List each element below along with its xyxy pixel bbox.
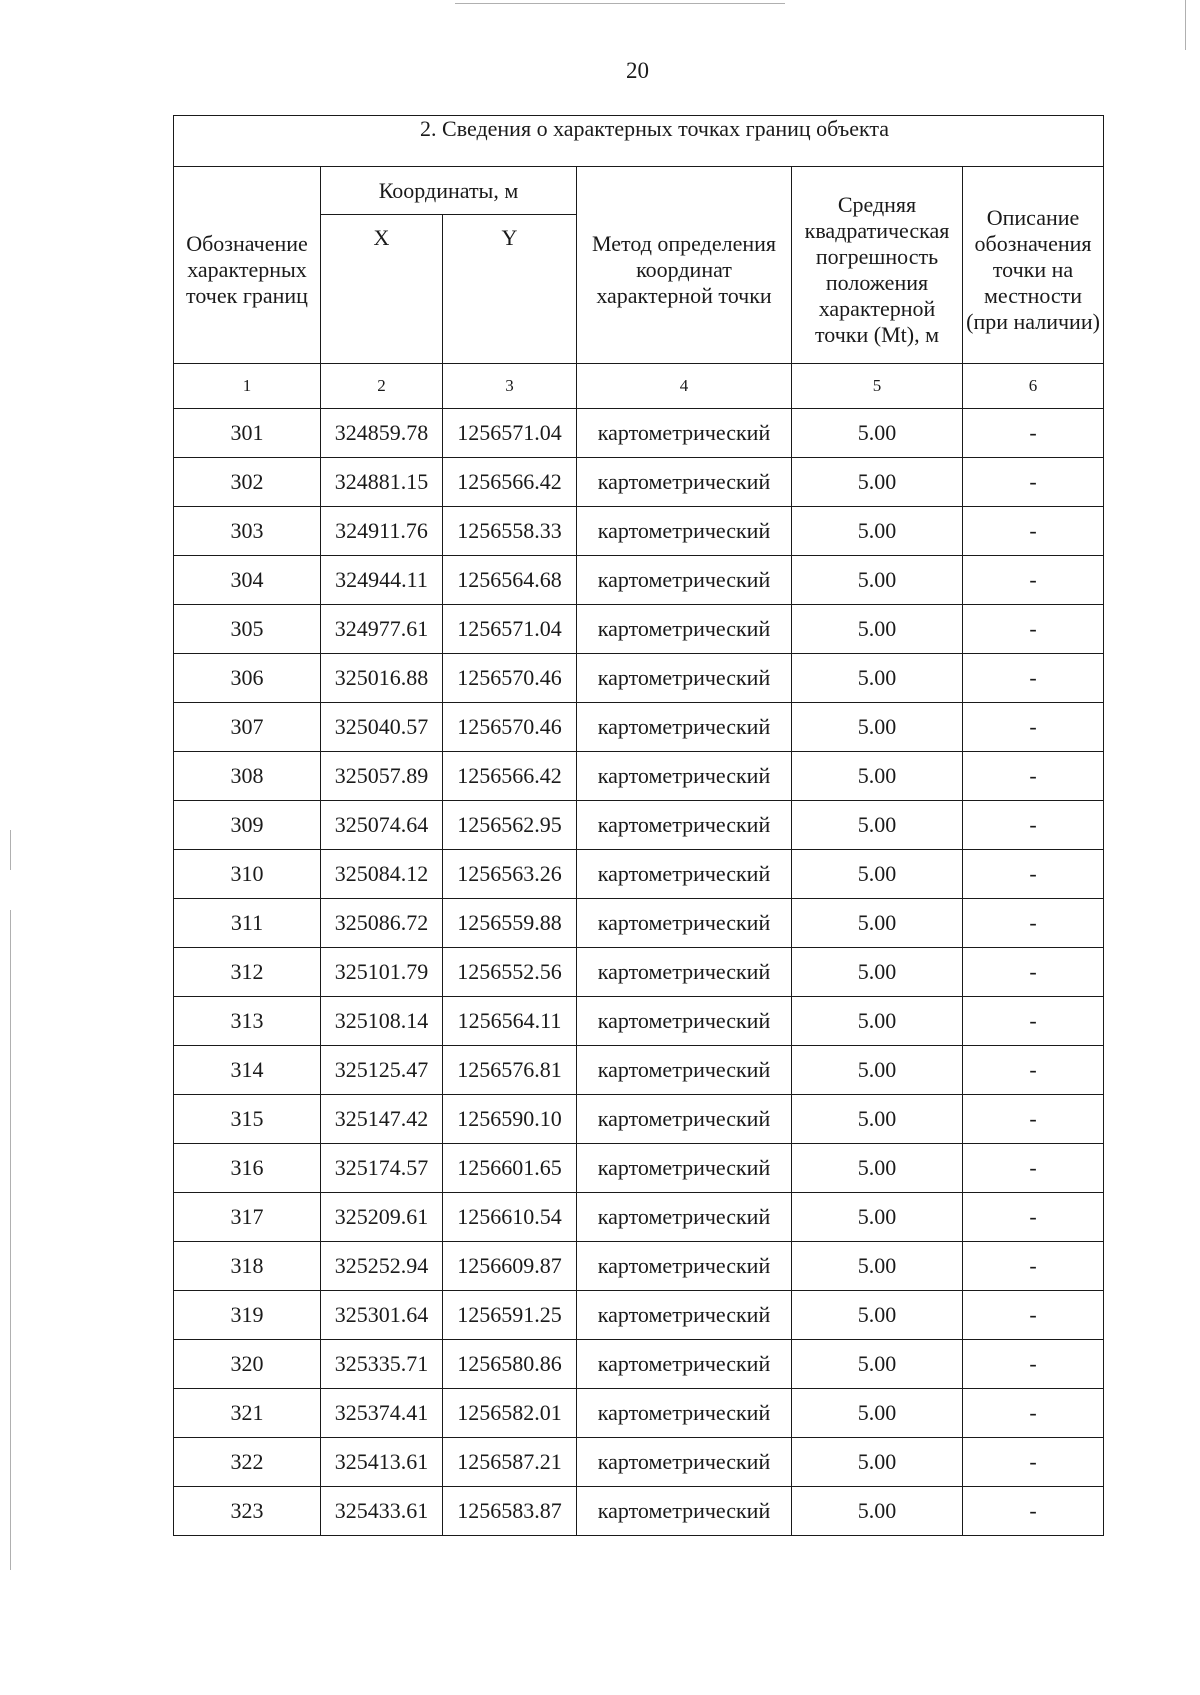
page-number: 20 (626, 58, 649, 83)
cell-point: 322 (174, 1438, 321, 1487)
cell-point: 305 (174, 605, 321, 654)
cell-method: картометрический (577, 1046, 792, 1095)
cell-x: 324911.76 (321, 507, 443, 556)
column-number: 5 (792, 364, 963, 409)
cell-x: 324859.78 (321, 409, 443, 458)
cell-y: 1256582.01 (443, 1389, 577, 1438)
cell-point: 318 (174, 1242, 321, 1291)
cell-method: картометрический (577, 1340, 792, 1389)
cell-x: 324881.15 (321, 458, 443, 507)
cell-description: - (963, 1095, 1104, 1144)
cell-description: - (963, 605, 1104, 654)
table-row (174, 850, 1104, 899)
cell-error: 5.00 (792, 1340, 963, 1389)
cell-description: - (963, 1046, 1104, 1095)
cell-y: 1256564.11 (443, 997, 577, 1046)
cell-y: 1256564.68 (443, 556, 577, 605)
cell-point: 315 (174, 1095, 321, 1144)
cell-method: картометрический (577, 997, 792, 1046)
cell-description: - (963, 1438, 1104, 1487)
cell-point: 306 (174, 654, 321, 703)
table-row (174, 899, 1104, 948)
table-row (174, 654, 1104, 703)
cell-point: 309 (174, 801, 321, 850)
cell-error: 5.00 (792, 1291, 963, 1340)
cell-x: 325301.64 (321, 1291, 443, 1340)
cell-method: картометрический (577, 409, 792, 458)
table-row (174, 1193, 1104, 1242)
cell-error: 5.00 (792, 997, 963, 1046)
table-row (174, 1438, 1104, 1487)
header-error: Средняя квадратическая погрешность положения характерной точки (Mt), м (792, 167, 963, 364)
table-row (174, 1095, 1104, 1144)
cell-error: 5.00 (792, 850, 963, 899)
cell-x: 325374.41 (321, 1389, 443, 1438)
column-number: 4 (577, 364, 792, 409)
column-number: 6 (963, 364, 1104, 409)
cell-description: - (963, 1389, 1104, 1438)
cell-method: картометрический (577, 850, 792, 899)
header-method: Метод определения координат характерной точки (577, 167, 792, 364)
header-description: Описание обозначения точки на местности (при наличии) (963, 167, 1104, 364)
cell-description: - (963, 654, 1104, 703)
header-designation: Обозначение характерных точек границ (174, 167, 321, 364)
table-row (174, 556, 1104, 605)
cell-error: 5.00 (792, 801, 963, 850)
table-row (174, 507, 1104, 556)
scan-artifact-line (1185, 0, 1186, 50)
table-row (174, 997, 1104, 1046)
cell-error: 5.00 (792, 703, 963, 752)
table-row (174, 801, 1104, 850)
cell-error: 5.00 (792, 1438, 963, 1487)
table-row (174, 1389, 1104, 1438)
cell-error: 5.00 (792, 1144, 963, 1193)
column-number-row (174, 364, 1104, 409)
cell-method: картометрический (577, 1291, 792, 1340)
cell-description: - (963, 507, 1104, 556)
cell-error: 5.00 (792, 1242, 963, 1291)
cell-x: 325174.57 (321, 1144, 443, 1193)
column-number: 1 (174, 364, 321, 409)
cell-description: - (963, 1242, 1104, 1291)
cell-point: 314 (174, 1046, 321, 1095)
cell-method: картометрический (577, 605, 792, 654)
scan-artifact-line (455, 3, 785, 4)
cell-y: 1256571.04 (443, 409, 577, 458)
cell-method: картометрический (577, 1242, 792, 1291)
cell-x: 325101.79 (321, 948, 443, 997)
header-y: Y (443, 215, 577, 364)
cell-x: 325335.71 (321, 1340, 443, 1389)
cell-point: 303 (174, 507, 321, 556)
table-row (174, 1291, 1104, 1340)
cell-y: 1256610.54 (443, 1193, 577, 1242)
header-x: X (321, 215, 443, 364)
cell-point: 313 (174, 997, 321, 1046)
cell-point: 310 (174, 850, 321, 899)
cell-description: - (963, 458, 1104, 507)
table-row (174, 752, 1104, 801)
cell-error: 5.00 (792, 1193, 963, 1242)
cell-point: 320 (174, 1340, 321, 1389)
cell-description: - (963, 1193, 1104, 1242)
cell-description: - (963, 948, 1104, 997)
cell-point: 304 (174, 556, 321, 605)
cell-y: 1256587.21 (443, 1438, 577, 1487)
cell-x: 325252.94 (321, 1242, 443, 1291)
cell-description: - (963, 850, 1104, 899)
cell-error: 5.00 (792, 1095, 963, 1144)
cell-method: картометрический (577, 703, 792, 752)
cell-error: 5.00 (792, 458, 963, 507)
cell-point: 307 (174, 703, 321, 752)
cell-error: 5.00 (792, 1046, 963, 1095)
cell-method: картометрический (577, 507, 792, 556)
cell-method: картометрический (577, 752, 792, 801)
cell-description: - (963, 1487, 1104, 1536)
cell-point: 316 (174, 1144, 321, 1193)
cell-x: 325016.88 (321, 654, 443, 703)
cell-x: 325125.47 (321, 1046, 443, 1095)
cell-x: 325057.89 (321, 752, 443, 801)
cell-description: - (963, 997, 1104, 1046)
table-row (174, 1046, 1104, 1095)
cell-x: 325413.61 (321, 1438, 443, 1487)
cell-description: - (963, 801, 1104, 850)
cell-y: 1256601.65 (443, 1144, 577, 1193)
column-number: 2 (321, 364, 443, 409)
table-row (174, 703, 1104, 752)
cell-x: 325074.64 (321, 801, 443, 850)
cell-method: картометрический (577, 948, 792, 997)
table-row (174, 1144, 1104, 1193)
cell-x: 325040.57 (321, 703, 443, 752)
cell-y: 1256576.81 (443, 1046, 577, 1095)
cell-point: 312 (174, 948, 321, 997)
boundary-points-table (173, 115, 1103, 1536)
cell-point: 323 (174, 1487, 321, 1536)
cell-x: 325108.14 (321, 997, 443, 1046)
cell-point: 321 (174, 1389, 321, 1438)
cell-error: 5.00 (792, 507, 963, 556)
cell-method: картометрический (577, 1095, 792, 1144)
table-row (174, 948, 1104, 997)
cell-point: 308 (174, 752, 321, 801)
cell-method: картометрический (577, 1144, 792, 1193)
cell-method: картометрический (577, 1487, 792, 1536)
cell-y: 1256590.10 (443, 1095, 577, 1144)
cell-description: - (963, 899, 1104, 948)
cell-y: 1256583.87 (443, 1487, 577, 1536)
cell-error: 5.00 (792, 605, 963, 654)
cell-error: 5.00 (792, 409, 963, 458)
cell-y: 1256566.42 (443, 458, 577, 507)
cell-error: 5.00 (792, 948, 963, 997)
cell-method: картометрический (577, 1389, 792, 1438)
cell-method: картометрический (577, 1438, 792, 1487)
cell-x: 325147.42 (321, 1095, 443, 1144)
cell-point: 311 (174, 899, 321, 948)
cell-method: картометрический (577, 801, 792, 850)
cell-description: - (963, 1144, 1104, 1193)
cell-y: 1256562.95 (443, 801, 577, 850)
cell-method: картометрический (577, 458, 792, 507)
cell-point: 319 (174, 1291, 321, 1340)
table-row (174, 458, 1104, 507)
cell-method: картометрический (577, 1193, 792, 1242)
cell-y: 1256558.33 (443, 507, 577, 556)
cell-y: 1256563.26 (443, 850, 577, 899)
cell-error: 5.00 (792, 1389, 963, 1438)
column-number: 3 (443, 364, 577, 409)
cell-x: 325209.61 (321, 1193, 443, 1242)
cell-error: 5.00 (792, 1487, 963, 1536)
table-row (174, 605, 1104, 654)
cell-y: 1256591.25 (443, 1291, 577, 1340)
cell-y: 1256570.46 (443, 703, 577, 752)
cell-x: 325433.61 (321, 1487, 443, 1536)
header-coordinates: Координаты, м (321, 167, 577, 215)
cell-x: 325084.12 (321, 850, 443, 899)
cell-method: картометрический (577, 899, 792, 948)
cell-y: 1256609.87 (443, 1242, 577, 1291)
cell-point: 302 (174, 458, 321, 507)
cell-error: 5.00 (792, 752, 963, 801)
cell-description: - (963, 1340, 1104, 1389)
table-row (174, 1340, 1104, 1389)
cell-x: 324977.61 (321, 605, 443, 654)
cell-method: картометрический (577, 654, 792, 703)
cell-description: - (963, 409, 1104, 458)
cell-point: 317 (174, 1193, 321, 1242)
table-title: 2. Сведения о характерных точках границ объекта (174, 116, 1104, 167)
cell-error: 5.00 (792, 654, 963, 703)
cell-y: 1256559.88 (443, 899, 577, 948)
scan-artifact-line (10, 830, 11, 870)
cell-description: - (963, 1291, 1104, 1340)
table-row (174, 1487, 1104, 1536)
cell-x: 324944.11 (321, 556, 443, 605)
cell-description: - (963, 752, 1104, 801)
cell-x: 325086.72 (321, 899, 443, 948)
table-row (174, 1242, 1104, 1291)
cell-y: 1256566.42 (443, 752, 577, 801)
cell-point: 301 (174, 409, 321, 458)
cell-description: - (963, 556, 1104, 605)
table-row (174, 409, 1104, 458)
cell-y: 1256571.04 (443, 605, 577, 654)
cell-error: 5.00 (792, 899, 963, 948)
cell-y: 1256552.56 (443, 948, 577, 997)
scan-artifact-line (10, 910, 11, 1570)
cell-y: 1256580.86 (443, 1340, 577, 1389)
cell-method: картометрический (577, 556, 792, 605)
cell-description: - (963, 703, 1104, 752)
cell-y: 1256570.46 (443, 654, 577, 703)
cell-error: 5.00 (792, 556, 963, 605)
